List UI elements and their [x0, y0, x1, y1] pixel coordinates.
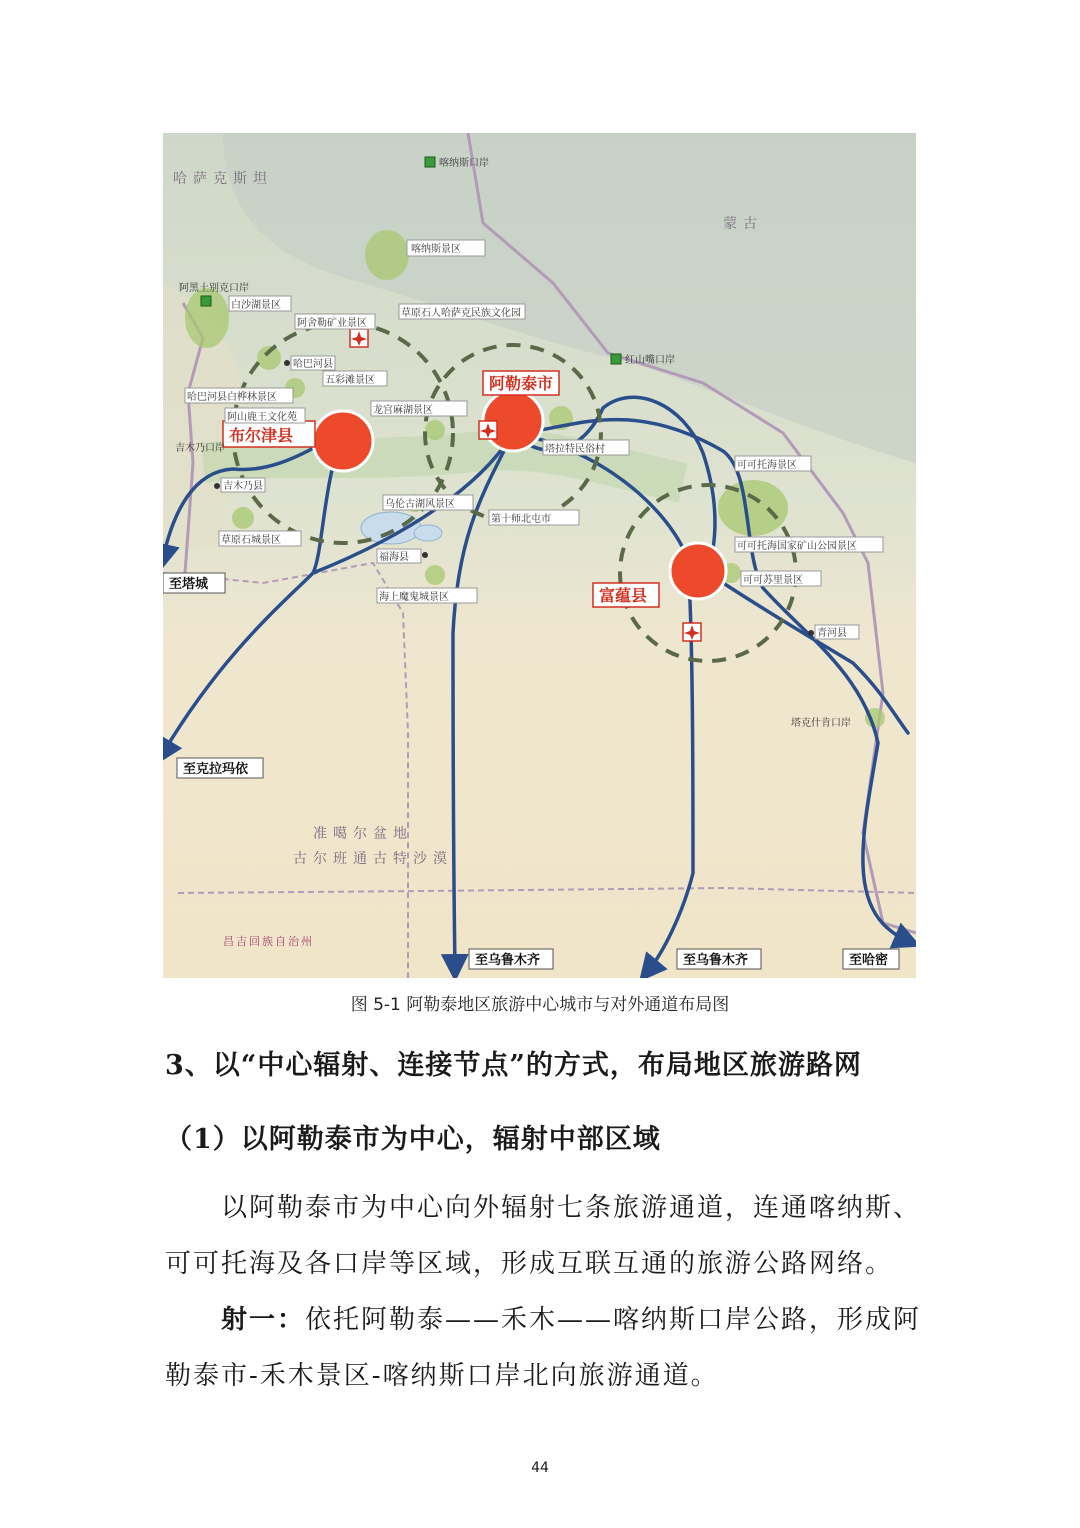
scenic-ashele: 阿舍勒矿业景区 [297, 318, 367, 329]
scenic-koktokay: 可可托海景区 [737, 460, 797, 471]
exit-urumqi-1: 至乌鲁木齐 [475, 953, 541, 968]
port-takeshiken: 塔克什肯口岸 [791, 718, 851, 729]
route-one-body: 依托阿勒泰——禾木——喀纳斯口岸公路，形成阿勒泰市-禾木景区-喀纳斯口岸北向旅游通道。 [165, 1305, 922, 1391]
route-one-lead: 射一： [221, 1305, 306, 1335]
paragraph-route-one [165, 1292, 925, 1404]
town-habahe: 哈巴河县 [293, 359, 333, 370]
fuyun-label: 富蕴县 [599, 586, 648, 605]
scenic-devil-city: 海上魔鬼城景区 [379, 592, 449, 603]
port-kanas: 喀纳斯口岸 [439, 158, 489, 169]
scenic-birch-forest: 哈巴河县白桦林景区 [187, 392, 277, 403]
scenic-grassland-stone: 草原石人哈萨克民族文化园 [401, 308, 521, 319]
town-beitun: 第十师北屯市 [491, 514, 551, 525]
town-fuhai: 福海县 [379, 552, 409, 563]
scenic-koktokay-mine: 可可托海国家矿山公园景区 [737, 541, 857, 552]
region-changji: 昌吉回族自治州 [223, 935, 314, 948]
scenic-talate-folk: 塔拉特民俗村 [545, 444, 605, 455]
scenic-stone-city: 草原石城景区 [221, 535, 281, 546]
fuyun-center-marker [670, 543, 726, 599]
exit-karamay: 至克拉玛依 [183, 762, 249, 777]
town-jeminay: 吉木乃县 [223, 481, 263, 492]
figure-caption: 图 5-1 阿勒泰地区旅游中心城市与对外通道布局图 [350, 995, 730, 1015]
exit-tacheng: 至塔城 [169, 577, 209, 592]
region-mongolia: 蒙古 [723, 216, 763, 232]
scenic-kekesuli: 可可苏里景区 [743, 575, 803, 586]
section-heading-3: 3、以“中心辐射、连接节点”的方式，布局地区旅游路网 [165, 1050, 862, 1081]
page-number: 44 [531, 1460, 549, 1476]
port-hongshanzui: 红山嘴口岸 [625, 355, 675, 366]
burqin-center-marker [313, 411, 373, 471]
scenic-kanas: 喀纳斯景区 [411, 244, 461, 255]
port-aheitubieke: 阿黑土别克口岸 [179, 283, 249, 294]
scenic-longgong-lake: 龙宫麻湖景区 [373, 405, 433, 416]
scenic-ashan-deer: 阿山鹿王文化苑 [227, 412, 297, 423]
tourism-layout-map [163, 133, 916, 978]
scenic-ulungur-lake: 乌伦古湖风景区 [385, 499, 455, 510]
region-junggar-basin: 准噶尔盆地 [313, 826, 413, 842]
altay-label: 阿勒泰市 [489, 374, 554, 393]
exit-urumqi-2: 至乌鲁木齐 [683, 953, 749, 968]
region-kazakhstan: 哈萨克斯坦 [173, 171, 273, 187]
paragraph-radiation: 以阿勒泰市为中心向外辐射七条旅游通道，连通喀纳斯、可可托海及各口岸等区域，形成互联互通的旅游公路网络。 [165, 1193, 922, 1279]
region-gurbantunggut: 古尔班通古特沙漠 [293, 851, 453, 867]
scenic-wucaitan: 五彩滩景区 [325, 375, 375, 386]
town-qinghe: 青河县 [817, 628, 847, 639]
port-jeminay: 吉木乃口岸 [175, 443, 225, 454]
scenic-baisha-lake: 白沙湖景区 [231, 300, 281, 311]
burqin-label: 布尔津县 [229, 426, 294, 445]
exit-hami: 至哈密 [849, 953, 889, 968]
subsection-heading-1: （1）以阿勒泰市为中心，辐射中部区域 [165, 1124, 661, 1155]
